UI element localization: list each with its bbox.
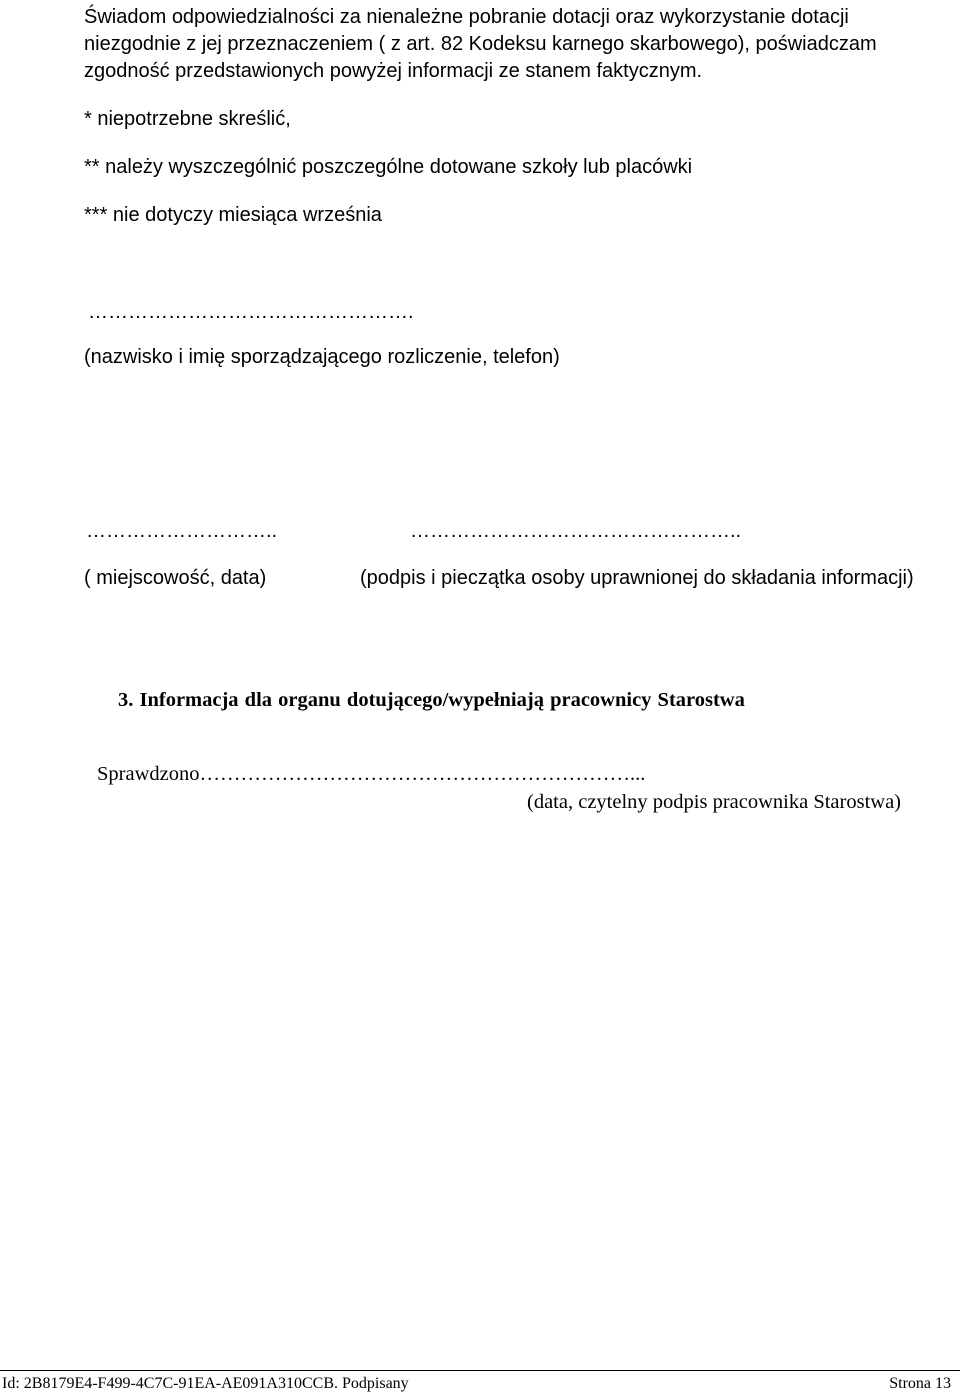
preparer-label: (nazwisko i imię sporządzającego rozliczenie, telefon) — [84, 346, 560, 368]
declaration-line-2: niezgodnie z jej przeznaczeniem ( z art. 82 Kodeksu karnego skarbowego), poświadczam — [84, 33, 877, 55]
footer-divider — [0, 1370, 960, 1371]
checked-by-line: Sprawdzono………………………………………………………... — [97, 763, 646, 785]
checked-by-label: (data, czytelny podpis pracownika Starostwa) — [527, 791, 902, 813]
signer-dotted-line: ………………………………………….. — [410, 520, 742, 542]
place-date-dotted-line: ……………………….. — [86, 520, 278, 542]
place-date-label: ( miejscowość, data) — [84, 567, 267, 589]
footnote-strike-out: * niepotrzebne skreślić, — [84, 108, 291, 130]
preparer-dotted-line: …………………………………………. — [88, 301, 414, 323]
document-id: Id: 2B8179E4-F499-4C7C-91EA-AE091A310CCB. Podpisany — [2, 1375, 409, 1392]
declaration-line-3: zgodność przedstawionych powyżej informacji ze stanem faktycznym. — [84, 60, 703, 82]
section-3-heading: 3. Informacja dla organu dotującego/wypełniają pracownicy Starostwa — [118, 689, 745, 711]
signer-label: (podpis i pieczątka osoby uprawnionej do składania informacji) — [360, 567, 914, 589]
page-number: Strona 13 — [889, 1375, 951, 1392]
footnote-schools: ** należy wyszczególnić poszczególne dotowane szkoły lub placówki — [84, 156, 693, 178]
declaration-line-1: Świadom odpowiedzialności za nienależne pobranie dotacji oraz wykorzystanie dotacji — [84, 6, 849, 28]
footnote-september: *** nie dotyczy miesiąca września — [84, 204, 382, 226]
